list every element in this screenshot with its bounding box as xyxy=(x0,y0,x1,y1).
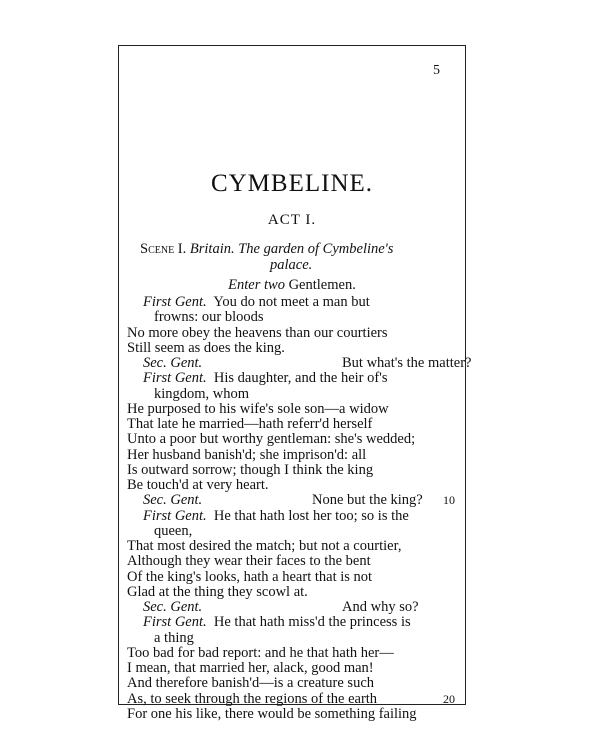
act-heading: ACT I. xyxy=(267,212,317,228)
verse-line xyxy=(127,355,472,371)
verse-line xyxy=(127,371,457,386)
line-text: Of the king's looks, hath a heart that is not xyxy=(127,568,373,585)
line-text: No more obey the heavens than our courtiers xyxy=(127,324,388,341)
line-text: That most desired the match; but not a courtier, xyxy=(127,538,402,554)
speaker-name: First Gent. xyxy=(143,507,207,524)
line-number: 20 xyxy=(443,691,455,706)
speaker-name: Sec. Gent. xyxy=(143,355,203,371)
verse-line xyxy=(127,554,457,569)
line-text: Her husband banish'd; she imprison'd: all xyxy=(127,446,367,463)
verse-line xyxy=(127,432,457,447)
line-text: Glad at the thing they scowl at. xyxy=(127,583,308,600)
line-text: For one his like, there would be something failing xyxy=(127,705,417,722)
page-number: 5 xyxy=(433,63,440,78)
speaker-name: First Gent. xyxy=(143,370,207,387)
line-text: Unto a poor but worthy gentleman: she's wedded; xyxy=(127,431,416,448)
line-text: He that hath lost her too; so is the xyxy=(213,507,409,524)
verse-line xyxy=(127,326,457,341)
verse-line xyxy=(127,295,457,310)
verse-line xyxy=(127,417,457,432)
verse-line xyxy=(127,341,457,356)
line-text: Is outward sorrow; though I think the king xyxy=(127,461,374,478)
scene-heading xyxy=(140,241,460,273)
play-title: CYMBELINE. xyxy=(210,170,374,197)
verse-line xyxy=(127,646,457,661)
line-text: Too bad for bad report: and he that hath her— xyxy=(127,644,394,661)
line-text: queen, xyxy=(154,522,193,539)
line-text: None but the king? xyxy=(312,492,423,509)
speaker-name: First Gent. xyxy=(143,294,207,310)
line-text: He purposed to his wife's sole son—a widow xyxy=(127,400,389,417)
line-text: But what's the matter? xyxy=(342,355,472,371)
line-text: His daughter, and the heir of's xyxy=(213,370,388,387)
stage-direction-who: Gentlemen. xyxy=(288,277,356,293)
verse-line xyxy=(127,692,457,707)
verse-line xyxy=(127,478,457,493)
scene-setting: The garden of Cymbeline's xyxy=(238,241,394,257)
line-text: I mean, that married her, alack, good man! xyxy=(127,660,374,676)
line-text: frowns: our bloods xyxy=(154,309,264,326)
stage-direction-enter: Enter two xyxy=(228,277,285,293)
line-text: And therefore banish'd—is a creature such xyxy=(127,675,375,692)
play-text xyxy=(127,294,472,722)
scene-label: Scene I. xyxy=(140,241,187,257)
speaker-name: Sec. Gent. xyxy=(143,492,203,509)
speaker-name: First Gent. xyxy=(143,614,207,631)
verse-line xyxy=(127,524,457,539)
verse-line xyxy=(127,585,457,600)
line-text: Still seem as does the king. xyxy=(127,339,285,356)
verse-line xyxy=(127,661,457,676)
verse-line xyxy=(127,631,457,646)
verse-line xyxy=(127,676,457,691)
line-text: Although they wear their faces to the bent xyxy=(127,553,371,570)
speaker-name: Sec. Gent. xyxy=(143,599,203,615)
verse-line xyxy=(127,463,457,478)
verse-line xyxy=(127,539,457,554)
line-number: 10 xyxy=(443,493,455,508)
stage-direction xyxy=(118,277,466,294)
line-text: kingdom, whom xyxy=(154,385,250,402)
line-text: a thing xyxy=(154,629,194,646)
verse-line xyxy=(127,707,457,722)
scene-place: Britain. xyxy=(189,241,235,257)
verse-line xyxy=(127,387,457,402)
line-text: And why so? xyxy=(342,599,419,615)
verse-line xyxy=(127,615,457,630)
line-text: That late he married—hath referr'd herself xyxy=(127,416,373,432)
verse-line xyxy=(127,600,457,615)
line-text: As, to seek through the regions of the earth xyxy=(127,690,378,707)
line-text: You do not meet a man but xyxy=(213,294,370,310)
scene-setting-cont: palace. xyxy=(270,257,313,273)
verse-line xyxy=(127,402,457,417)
verse-line xyxy=(127,448,457,463)
verse-line xyxy=(127,310,457,325)
verse-line xyxy=(127,493,457,508)
line-text: He that hath miss'd the princess is xyxy=(213,614,411,631)
line-text: Be touch'd at very heart. xyxy=(127,477,269,493)
verse-line xyxy=(127,509,457,524)
verse-line xyxy=(127,570,457,585)
